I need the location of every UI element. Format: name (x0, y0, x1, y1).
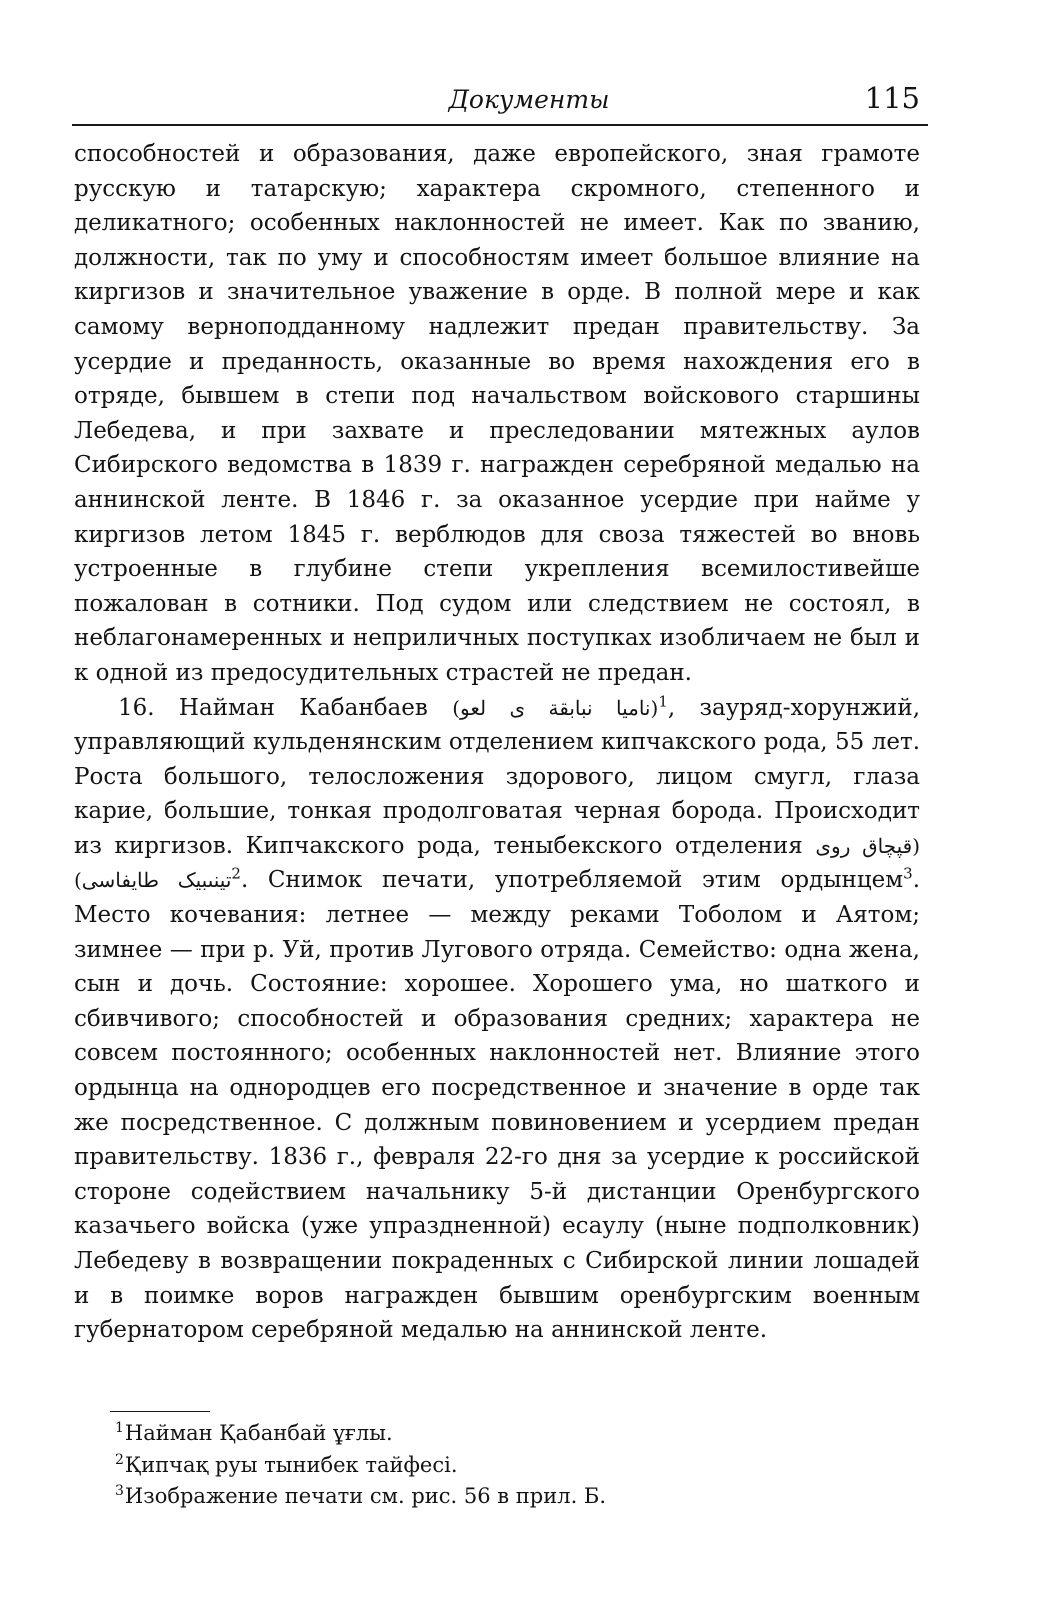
footnote-ref-2[interactable]: 2 (231, 864, 241, 883)
footnote-mark: 1 (115, 1420, 124, 1436)
arabic-clan: (قپچاق روى تينىبيک طايفاسى) (74, 833, 921, 893)
paragraph-entry-16 (74, 691, 920, 1348)
footnote-text: Изображение печати см. рис. 56 в прил. Б. (124, 1484, 607, 1508)
paragraph-continued: способностей и образования, даже европейского, зная грамоте русскую и татарскую; характера скромного, степенного и деликатного; особенных наклонностей не имеет. Как по званию, должности, так по уму и способностям имеет большое влияние на киргизов и значительное уважение в орде. В полной мере и как самому верноподданному надлежит предан правительству. За усердие и преданность, оказанные во время нахождения его в отряде, бывшем в степи под начальством войскового старшины Лебедева, и при захвате и преследовании мятежных аулов Сибирского ведомства в 1839 г. награжден серебряной медалью на аннинской ленте. В 1846 г. за оказанное усердие при найме у киргизов летом 1845 г. верблюдов для своза тяжестей во вновь устроенные в глубине степи укрепления всемилостивейше пожалован в сотники. Под судом или следствием не состоял, в неблагонамеренных и неприличных поступках изобличаем не был и к одной из предосудительных страстей не предан. (74, 141, 920, 686)
header-rule (72, 124, 928, 126)
footnote-ref-1[interactable]: 1 (658, 691, 668, 710)
footnote-1 (115, 1418, 606, 1450)
footnote-3 (115, 1481, 606, 1513)
entry-text-b: . Снимок печати, употребляемой этим ордынцем (240, 867, 904, 894)
entry-lead: 16. Найман Кабанбаев (118, 694, 428, 721)
footnote-rule (110, 1411, 210, 1412)
page-number: 115 (864, 81, 920, 115)
entry-text-c: . Место кочевания: летнее — между реками Тоболом и Аятом; зимнее — при р. Уй, против Лугового отряда. Семейство: одна жена, сын и дочь. Состояние: хорошее. Хорошего ума, но шаткого и сбивчивого; способностей и образования средних; характера не совсем постоянного; особенных наклонностей нет. Влияние этого ордынца на однородцев его посредственное и значение в орде так же посредственное. С должным повиновением и усердием предан правительству. 1836 г., февраля 22-го дня за усердие к российской стороне содействием начальнику 5-й дистанции Оренбургского казачьего войска (уже упраздненной) есаулу (ныне подполковник) Лебедеву в возвращении покраденных с Сибирской линии лошадей и в поимке воров награжден бывшим оренбургским военным губернатором серебряной медалью на аннинской ленте. (74, 867, 920, 1344)
footnote-text: Найман Қабанбай ұғлы. (124, 1421, 393, 1445)
running-title: Документы (448, 85, 610, 114)
main-text (74, 137, 920, 1348)
footnote-mark: 3 (115, 1483, 124, 1499)
footnote-text: Қипчақ руы тынибек тайфесі. (124, 1452, 458, 1477)
footnote-mark: 2 (115, 1451, 124, 1468)
footnote-ref-3[interactable]: 3 (903, 864, 913, 883)
footnotes (115, 1418, 606, 1513)
entry-text-a: , зауряд-хорунжий, управляющий кульденянским отделением кипчакского рода, 55 лет. Роста большого, телосложения здорового, лицом смугл, глаза карие, большие, тонкая продолговатая черная борода. Происходит из киргизов. Кипчакского рода, теныбекского отделения (74, 694, 921, 859)
footnote-2 (115, 1450, 606, 1482)
arabic-name: (ناميا نبابقة ى لعو) (452, 695, 659, 720)
